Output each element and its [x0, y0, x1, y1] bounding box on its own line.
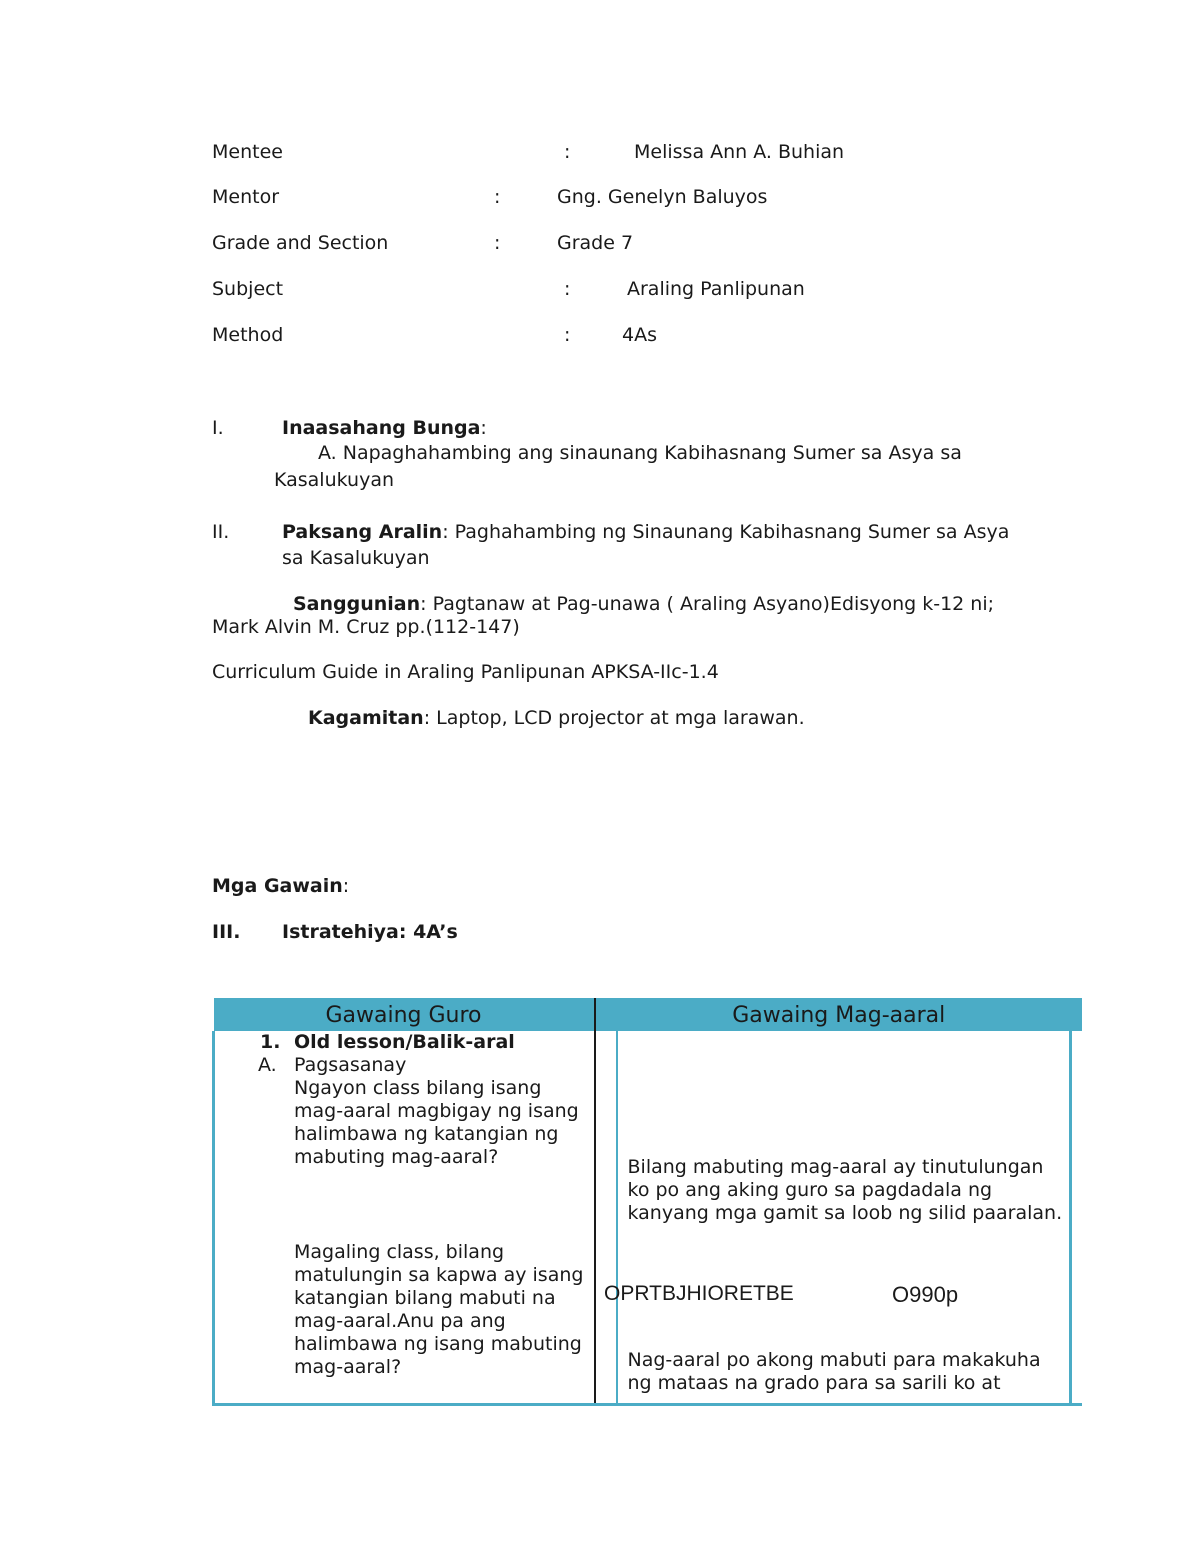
- objective-line-2: Kasalukuyan: [274, 469, 395, 491]
- cell-gap: [595, 1031, 617, 1405]
- curriculum-guide: Curriculum Guide in Araling Panlipunan APKSA-IIc-1.4: [212, 661, 719, 683]
- section-text: : Paghahambing ng Sinaunang Kabihasnang Sumer sa Asya: [442, 521, 1010, 543]
- kagamitan-text: : Laptop, LCD projector at mga larawan.: [423, 707, 805, 729]
- kagamitan-title: Kagamitan: [308, 707, 424, 729]
- column-header-guro: Gawaing Guro: [214, 999, 595, 1031]
- teacher-question-2: Magaling class, bilang matulungin sa kapwa ay isang katangian bilang mabuti na mag-aaral.Anu pa ang halimbawa ng isang mabuting mag-aaral?: [294, 1241, 584, 1378]
- mga-gawain-heading: [212, 875, 349, 897]
- section-title: Inaasahang Bunga: [282, 417, 481, 439]
- item-number: 1.: [260, 1031, 281, 1053]
- subject-label: Subject: [212, 278, 284, 300]
- mentor-label: Mentor: [212, 186, 280, 208]
- section-number: I.: [212, 417, 224, 439]
- table-row: [214, 1031, 1083, 1405]
- sanggunian-line-1: [293, 593, 994, 615]
- subject-value: Araling Panlipunan: [627, 278, 805, 300]
- mentor-colon: :: [494, 186, 501, 208]
- section-title: Paksang Aralin: [282, 521, 443, 543]
- teacher-cell: [214, 1031, 595, 1405]
- sub-title: Pagsasanay: [294, 1054, 407, 1076]
- section-text-line-2: sa Kasalukuyan: [282, 547, 430, 569]
- method-colon: :: [564, 324, 571, 346]
- column-header-mag-aaral: Gawaing Mag-aaral: [595, 999, 1083, 1031]
- student-answer-1: Bilang mabuting mag-aaral ay tinutulungan ko po ang aking guro sa pagdadala ng kanyang mga gamit sa loob ng silid paaralan.: [627, 1156, 1063, 1224]
- method-label: Method: [212, 324, 284, 346]
- grade-value: Grade 7: [557, 232, 634, 254]
- student-cell: [617, 1031, 1071, 1405]
- sanggunian-line-2: Mark Alvin M. Cruz pp.(112-147): [212, 616, 520, 638]
- objective-line-1: A. Napaghahambing ang sinaunang Kabihasnang Sumer sa Asya sa: [318, 442, 962, 464]
- cell-tail: [1071, 1031, 1083, 1405]
- sub-letter: A.: [258, 1054, 277, 1076]
- subject-colon: :: [564, 278, 571, 300]
- stray-text-1: OPRTBJHIORETBE: [604, 1282, 794, 1305]
- activities-table: [212, 998, 1082, 1406]
- teacher-question-1: Ngayon class bilang isang mag-aaral magbigay ng isang halimbawa ng katangian ng mabuting mag-aaral?: [294, 1077, 579, 1168]
- grade-colon: :: [494, 232, 501, 254]
- item-title: Old lesson/Balik-aral: [294, 1031, 515, 1053]
- section-heading: [282, 521, 1009, 543]
- sanggunian-text: : Pagtanaw at Pag-unawa ( Araling Asyano)Edisyong k-12 ni;: [420, 593, 995, 615]
- section-colon: :: [480, 417, 487, 439]
- mentor-value: Gng. Genelyn Baluyos: [557, 186, 768, 208]
- section-heading: [282, 417, 487, 439]
- mentee-label: Mentee: [212, 141, 283, 163]
- section-number: III.: [212, 921, 241, 943]
- mga-gawain-title: Mga Gawain: [212, 875, 343, 897]
- mga-gawain-colon: :: [342, 875, 350, 897]
- grade-label: Grade and Section: [212, 232, 389, 254]
- student-answer-2: Nag-aaral po akong mabuti para makakuha ng mataas na grado para sa sarili ko at: [627, 1349, 1041, 1394]
- stray-text-2: O990p: [892, 1282, 959, 1307]
- table-header-row: [214, 999, 1083, 1031]
- kagamitan-line: [308, 707, 805, 729]
- mentee-value: Melissa Ann A. Buhian: [634, 141, 845, 163]
- mentee-colon: :: [564, 141, 571, 163]
- method-value: 4As: [622, 324, 657, 346]
- sanggunian-title: Sanggunian: [293, 593, 421, 615]
- istratehiya-title: Istratehiya: 4A’s: [282, 921, 458, 943]
- section-number: II.: [212, 521, 230, 543]
